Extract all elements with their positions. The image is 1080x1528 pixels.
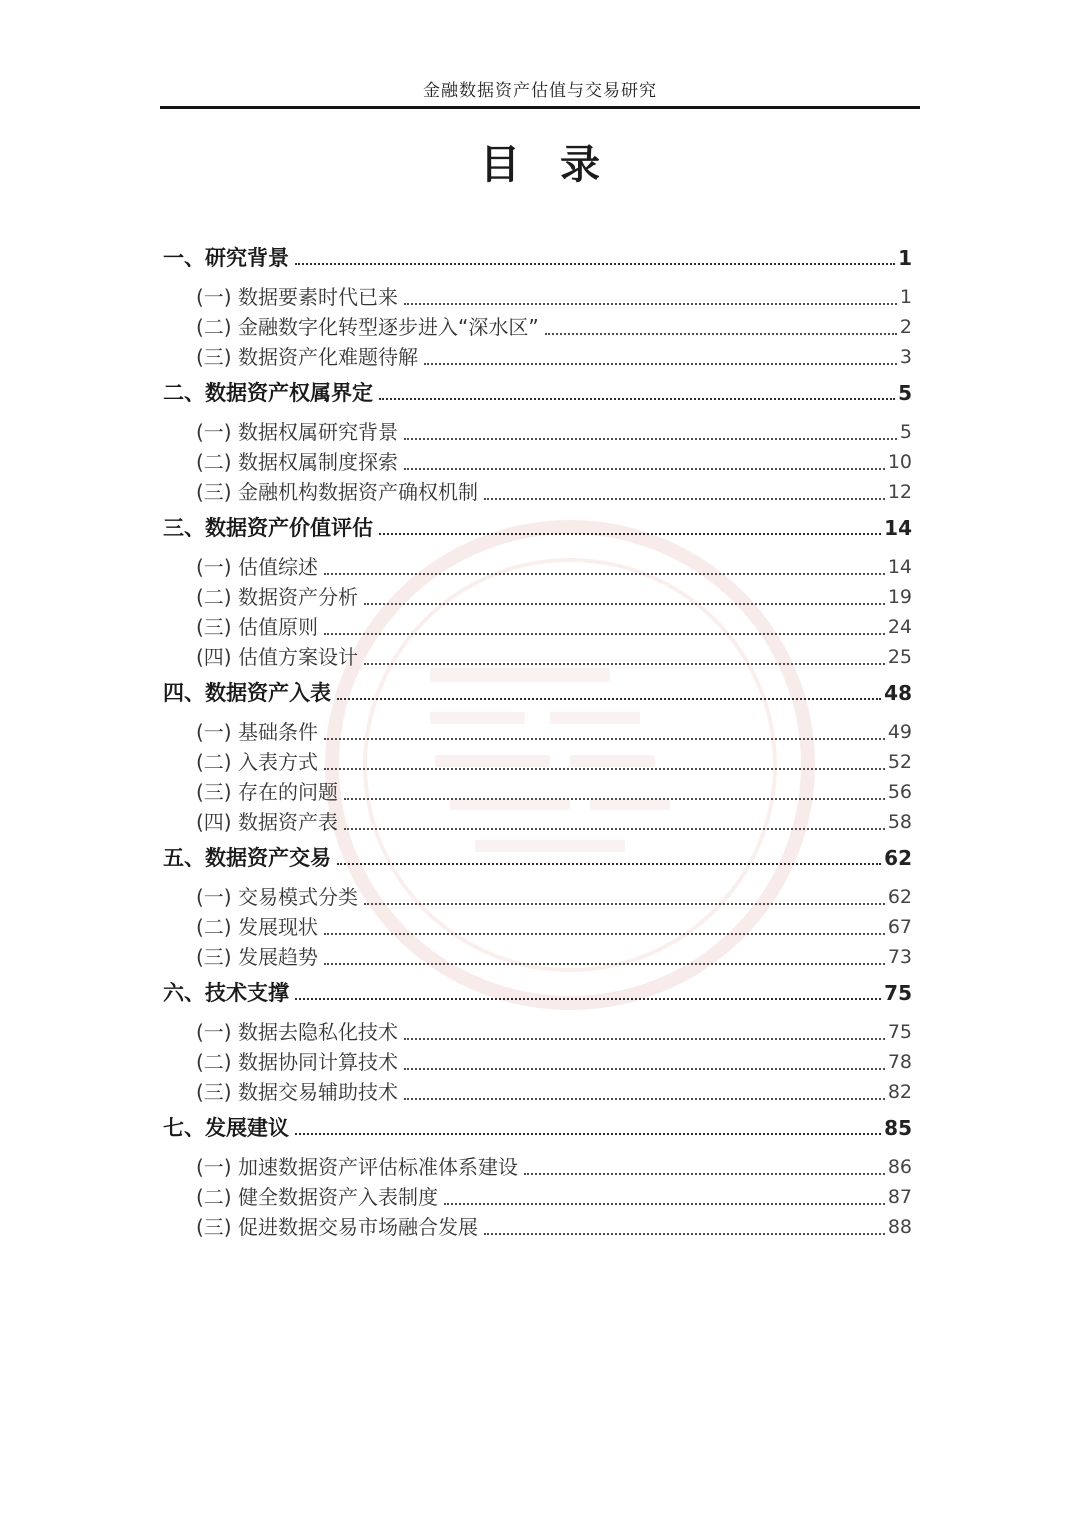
toc-page-number: 62 bbox=[887, 886, 912, 908]
dot-leader bbox=[424, 363, 897, 365]
dot-leader bbox=[379, 533, 881, 535]
toc-entry-label: (三) 数据交易辅助技术 bbox=[196, 1080, 398, 1104]
dot-leader bbox=[344, 798, 885, 800]
dot-leader bbox=[404, 303, 897, 305]
dot-leader bbox=[324, 963, 885, 965]
toc-entry-label: 五、数据资产交易 bbox=[163, 846, 331, 870]
header-rule bbox=[160, 106, 920, 109]
toc-page-number: 48 bbox=[884, 681, 912, 705]
dot-leader bbox=[484, 1233, 885, 1235]
dot-leader bbox=[404, 1068, 885, 1070]
toc-entry-label: (一) 交易模式分类 bbox=[196, 885, 358, 909]
toc-entry-label: 二、数据资产权属界定 bbox=[163, 381, 373, 405]
toc-page-number: 73 bbox=[887, 946, 912, 968]
toc-item-row bbox=[163, 1049, 912, 1075]
toc-chapter-row bbox=[163, 680, 912, 706]
toc-item-row bbox=[163, 344, 912, 370]
dot-leader bbox=[324, 573, 885, 575]
toc-entry-label: 六、技术支撑 bbox=[163, 981, 289, 1005]
toc-entry-label: 一、研究背景 bbox=[163, 246, 289, 270]
toc-item-row bbox=[163, 284, 912, 310]
toc-entry-label: (三) 金融机构数据资产确权机制 bbox=[196, 480, 478, 504]
toc-entry-label: (三) 发展趋势 bbox=[196, 945, 318, 969]
dot-leader bbox=[295, 1133, 881, 1135]
toc-page-number: 82 bbox=[887, 1081, 912, 1103]
toc-page-number: 3 bbox=[899, 346, 912, 368]
toc-page-number: 1 bbox=[899, 286, 912, 308]
dot-leader bbox=[444, 1203, 885, 1205]
running-header bbox=[0, 0, 1080, 109]
dot-leader bbox=[524, 1173, 885, 1175]
toc-item-row bbox=[163, 479, 912, 505]
dot-leader bbox=[337, 863, 881, 865]
toc-page-number: 75 bbox=[887, 1021, 912, 1043]
toc-page-number: 88 bbox=[887, 1216, 912, 1238]
toc-page-number: 10 bbox=[887, 451, 912, 473]
toc-entry-label: (三) 估值原则 bbox=[196, 615, 318, 639]
toc-page-number: 12 bbox=[887, 481, 912, 503]
toc-item-row bbox=[163, 554, 912, 580]
page-title: 目 录 bbox=[480, 142, 600, 188]
toc-chapter-row bbox=[163, 245, 912, 271]
running-header-title: 金融数据资产估值与交易研究 bbox=[423, 81, 657, 101]
toc-entry-label: (三) 促进数据交易市场融合发展 bbox=[196, 1215, 478, 1239]
toc-page-number: 49 bbox=[887, 721, 912, 743]
toc-list bbox=[163, 245, 912, 1240]
toc-entry-label: (四) 数据资产表 bbox=[196, 810, 338, 834]
toc-item-row bbox=[163, 914, 912, 940]
toc-item-row bbox=[163, 749, 912, 775]
toc-chapter-row bbox=[163, 845, 912, 871]
toc-page-number: 14 bbox=[887, 556, 912, 578]
dot-leader bbox=[324, 633, 885, 635]
toc-entry-label: (一) 基础条件 bbox=[196, 720, 318, 744]
toc-entry-label: (四) 估值方案设计 bbox=[196, 645, 358, 669]
toc-item-row bbox=[163, 719, 912, 745]
dot-leader bbox=[324, 768, 885, 770]
toc-item-row bbox=[163, 449, 912, 475]
dot-leader bbox=[404, 1098, 885, 1100]
toc-item-row bbox=[163, 1079, 912, 1105]
toc-page-number: 75 bbox=[884, 981, 912, 1005]
toc-item-row bbox=[163, 1019, 912, 1045]
toc-item-row bbox=[163, 614, 912, 640]
toc-entry-label: (一) 数据权属研究背景 bbox=[196, 420, 398, 444]
toc-entry-label: (二) 数据协同计算技术 bbox=[196, 1050, 398, 1074]
dot-leader bbox=[484, 498, 885, 500]
toc-item-row bbox=[163, 1214, 912, 1240]
toc-entry-label: 七、发展建议 bbox=[163, 1116, 289, 1140]
toc-entry-label: (二) 入表方式 bbox=[196, 750, 318, 774]
dot-leader bbox=[404, 438, 897, 440]
toc-entry-label: 三、数据资产价值评估 bbox=[163, 516, 373, 540]
toc-entry-label: (二) 健全数据资产入表制度 bbox=[196, 1185, 438, 1209]
toc-page-number: 1 bbox=[898, 246, 912, 270]
toc-entry-label: (三) 存在的问题 bbox=[196, 780, 338, 804]
toc-entry-label: (二) 金融数字化转型逐步进入“深水区” bbox=[196, 315, 539, 339]
dot-leader bbox=[379, 398, 895, 400]
toc-item-row bbox=[163, 314, 912, 340]
toc-page-number: 78 bbox=[887, 1051, 912, 1073]
dot-leader bbox=[404, 1038, 885, 1040]
dot-leader bbox=[364, 903, 885, 905]
toc-page-number: 5 bbox=[899, 421, 912, 443]
toc-page-number: 87 bbox=[887, 1186, 912, 1208]
toc-item-row bbox=[163, 1184, 912, 1210]
dot-leader bbox=[295, 263, 895, 265]
toc-page-number: 52 bbox=[887, 751, 912, 773]
toc-page-number: 24 bbox=[887, 616, 912, 638]
toc-page-number: 25 bbox=[887, 646, 912, 668]
dot-leader bbox=[404, 468, 885, 470]
toc-item-row bbox=[163, 419, 912, 445]
dot-leader bbox=[324, 738, 885, 740]
toc-page-number: 2 bbox=[899, 316, 912, 338]
toc-chapter-row bbox=[163, 380, 912, 406]
toc-item-row bbox=[163, 779, 912, 805]
toc-item-row bbox=[163, 1154, 912, 1180]
toc-entry-label: (二) 数据权属制度探索 bbox=[196, 450, 398, 474]
toc-chapter-row bbox=[163, 1115, 912, 1141]
toc-entry-label: (一) 数据去隐私化技术 bbox=[196, 1020, 398, 1044]
toc-entry-label: (一) 数据要素时代已来 bbox=[196, 285, 398, 309]
toc-item-row bbox=[163, 884, 912, 910]
dot-leader bbox=[545, 333, 897, 335]
toc-entry-label: (一) 加速数据资产评估标准体系建设 bbox=[196, 1155, 518, 1179]
toc-entry-label: (二) 数据资产分析 bbox=[196, 585, 358, 609]
toc-page-number: 14 bbox=[884, 516, 912, 540]
toc-entry-label: (二) 发展现状 bbox=[196, 915, 318, 939]
toc-page-number: 58 bbox=[887, 811, 912, 833]
toc-item-row bbox=[163, 809, 912, 835]
toc-page-number: 19 bbox=[887, 586, 912, 608]
toc-item-row bbox=[163, 644, 912, 670]
dot-leader bbox=[364, 603, 885, 605]
toc-chapter-row bbox=[163, 980, 912, 1006]
toc-entry-label: (一) 估值综述 bbox=[196, 555, 318, 579]
dot-leader bbox=[324, 933, 885, 935]
dot-leader bbox=[295, 998, 881, 1000]
toc-page-number: 86 bbox=[887, 1156, 912, 1178]
toc-page-number: 5 bbox=[898, 381, 912, 405]
dot-leader bbox=[337, 698, 881, 700]
toc-entry-label: (三) 数据资产化难题待解 bbox=[196, 345, 418, 369]
toc-chapter-row bbox=[163, 515, 912, 541]
dot-leader bbox=[344, 828, 885, 830]
toc-entry-label: 四、数据资产入表 bbox=[163, 681, 331, 705]
toc-page-number: 62 bbox=[884, 846, 912, 870]
toc-page-number: 67 bbox=[887, 916, 912, 938]
toc-page-number: 85 bbox=[884, 1116, 912, 1140]
dot-leader bbox=[364, 663, 885, 665]
toc-page-number: 56 bbox=[887, 781, 912, 803]
toc-item-row bbox=[163, 944, 912, 970]
toc-item-row bbox=[163, 584, 912, 610]
